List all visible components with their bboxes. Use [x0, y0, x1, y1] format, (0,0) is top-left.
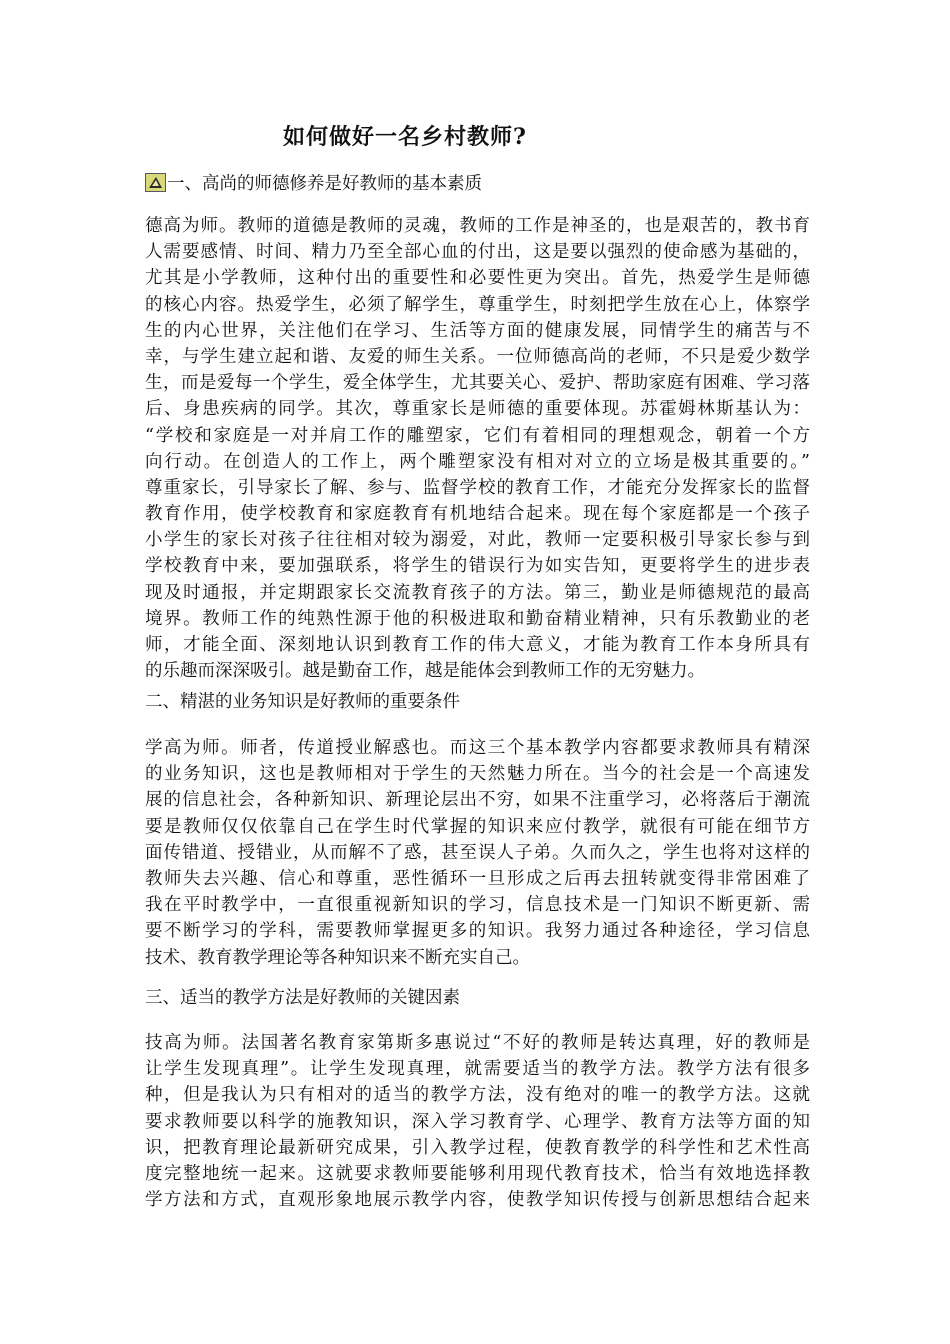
text-line: 要不断学习的学科，需要教师掌握更多的知识。我努力通过各种途径，学习信息	[145, 921, 810, 942]
section-paragraph-2	[145, 735, 810, 971]
text-line: 学方法和方式，直观形象地展示教学内容，使教学知识传授与创新思想结合起来	[145, 1190, 810, 1211]
text-line: 生的内心世界，关注他们在学习、生活等方面的健康发展，同情学生的痛苦与不	[145, 320, 810, 341]
text-line: 人需要感情、时间、精力乃至全部心血的付出，这是要以强烈的使命感为基础的，	[145, 242, 810, 263]
text-line: 让学生发现真理”。让学生发现真理，就需要适当的教学方法。教学方法有很多	[145, 1059, 810, 1080]
text-line: 的业务知识，这也是教师相对于学生的天然魅力所在。当今的社会是一个高速发	[145, 764, 810, 785]
text-line: 技术、教育教学理论等各种知识来不断充实自己。	[145, 947, 530, 968]
text-line: 的乐趣而深深吸引。越是勤奋工作，越是能体会到教师工作的无穷魅力。	[145, 661, 705, 682]
text-line: 尊重家长，引导家长了解、参与、监督学校的教育工作，才能充分发挥家长的监督	[145, 477, 810, 498]
section-heading-2	[145, 689, 460, 715]
text-line: 幸，与学生建立起和谐、友爱的师生关系。一位师德高尚的老师，不只是爱少数学	[145, 346, 810, 367]
text-line: 现及时通报，并定期跟家长交流教育孩子的方法。第三，勤业是师德规范的最高	[145, 582, 810, 603]
text-line: 的核心内容。热爱学生，必须了解学生，尊重学生，时刻把学生放在心上，体察学	[145, 294, 810, 315]
text-line: 度完整地统一起来。这就要求教师要能够利用现代教育技术，恰当有效地选择教	[145, 1163, 810, 1184]
section-heading-1	[145, 171, 482, 197]
section-heading-text: 一、高尚的师德修养是好教师的基本素质	[167, 174, 482, 194]
text-line: 展的信息社会，各种新知识、新理论层出不穷，如果不注重学习，必将落后于潮流	[145, 790, 810, 811]
section-heading-text: 二、精湛的业务知识是好教师的重要条件	[145, 692, 460, 712]
text-line: 德高为师。教师的道德是教师的灵魂，教师的工作是神圣的，也是艰苦的，教书育	[145, 216, 810, 236]
text-line: 学校教育中来，要加强联系，将学生的错误行为如实告知，更要将学生的进步表	[145, 556, 810, 577]
section-heading-3	[145, 985, 460, 1011]
text-line: “学校和家庭是一对并肩工作的雕塑家，它们有着相同的理想观念，朝着一个方	[145, 425, 810, 446]
text-line: 学高为师。师者，传道授业解惑也。而这三个基本教学内容都要求教师具有精深	[145, 738, 810, 758]
text-line: 尤其是小学教师，这种付出的重要性和必要性更为突出。首先，热爱学生是师德	[145, 268, 810, 289]
text-line: 境界。教师工作的纯熟性源于他的积极进取和勤奋精业精神，只有乐教勤业的老	[145, 608, 810, 629]
text-line: 面传错道、授错业，从而解不了惑，甚至误人子弟。久而久之，学生也将对这样的	[145, 842, 810, 863]
text-line: 后、身患疾病的同学。其次，尊重家长是师德的重要体现。苏霍姆林斯基认为：	[145, 399, 810, 420]
text-line: 师，才能全面、深刻地认识到教育工作的伟大意义，才能为教育工作本身所具有	[145, 635, 810, 655]
section-paragraph-1	[145, 213, 810, 684]
text-line: 教育作用，使学校教育和家庭教育有机地结合起来。现在每个家庭都是一个孩子	[145, 504, 810, 525]
text-line: 教师失去兴趣、信心和尊重，恶性循环一旦形成之后再去扭转就变得非常困难了	[145, 868, 810, 889]
text-line: 向行动。在创造人的工作上，两个雕塑家没有相对对立的立场是极其重要的。”	[145, 451, 810, 472]
text-line: 小学生的家长对孩子往往相对较为溺爱，对此，教师一定要积极引导家长参与到	[145, 530, 810, 551]
text-line: 要是教师仅仅依靠自己在学生时代掌握的知识来应付教学，就很有可能在细节方	[145, 816, 810, 837]
bullet-icon	[145, 173, 166, 192]
text-line: 识，把教育理论最新研究成果，引入教学过程，使教育教学的科学性和艺术性高	[145, 1137, 810, 1158]
text-line: 种，但是我认为只有相对的适当的教学方法，没有绝对的唯一的教学方法。这就	[145, 1085, 810, 1106]
text-line: 技高为师。法国著名教育家第斯多惠说过“不好的教师是转达真理，好的教师是	[145, 1033, 810, 1053]
page-title-text: 如何做好一名乡村教师?	[283, 124, 527, 150]
page-title	[0, 120, 950, 151]
text-line: 生，而是爱每一个学生，爱全体学生，尤其要关心、爱护、帮助家庭有困难、学习落	[145, 373, 810, 394]
text-line: 我在平时教学中，一直很重视新知识的学习，信息技术是一门知识不断更新、需	[145, 895, 810, 916]
section-paragraph-3	[145, 1030, 810, 1213]
text-line: 要求教师要以科学的施教知识，深入学习教育学、心理学、教育方法等方面的知	[145, 1111, 810, 1132]
section-heading-text: 三、适当的教学方法是好教师的关键因素	[145, 988, 460, 1008]
